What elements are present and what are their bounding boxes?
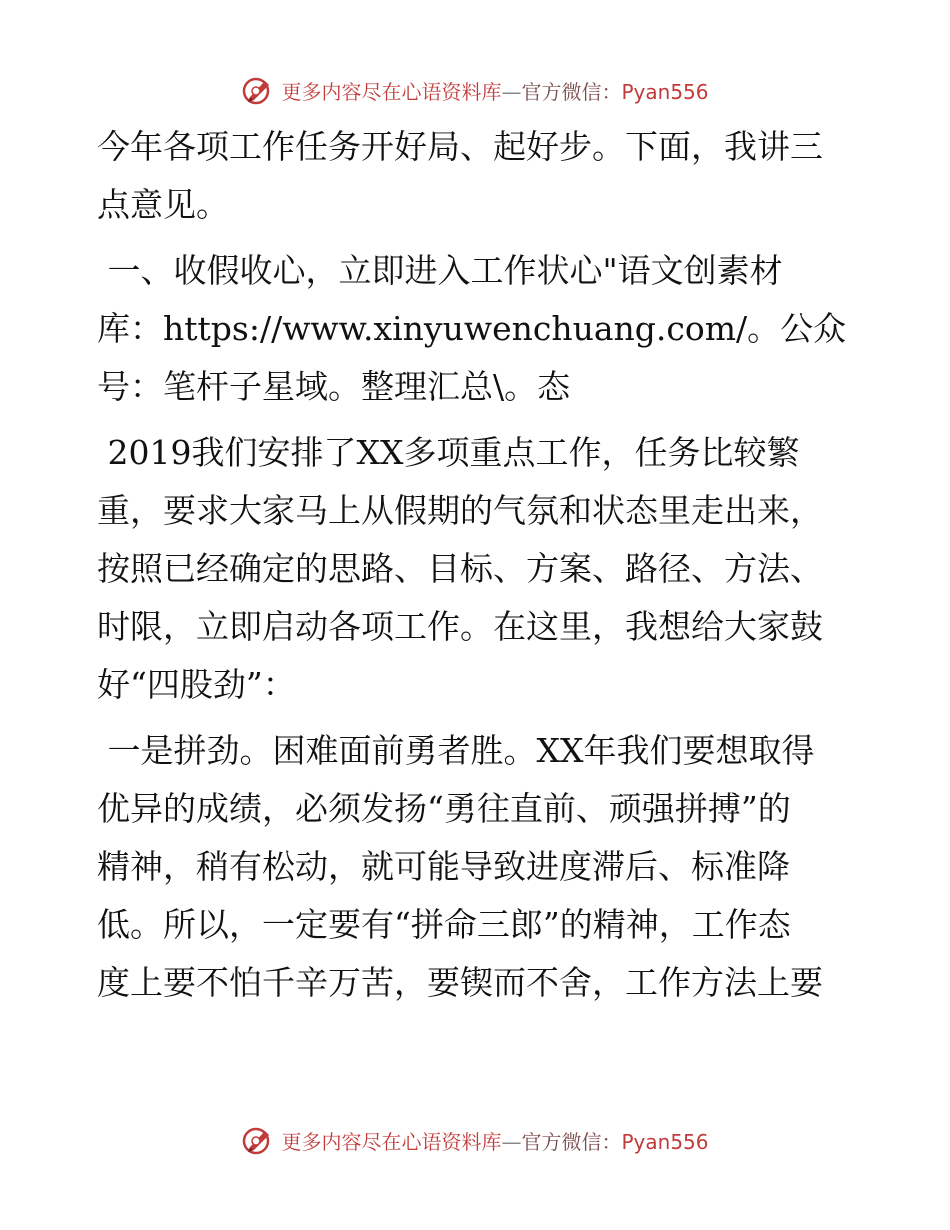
pen-logo-icon: [241, 73, 275, 107]
footer-banner: [0, 1120, 950, 1160]
pen-logo-icon: [241, 1123, 275, 1157]
paragraph-1-line-2: 点意见。: [97, 185, 229, 224]
paragraph-3-line-1: 2019我们安排了XX多项重点工作，任务比较繁: [97, 433, 800, 472]
header-banner-label: 官方微信：: [521, 79, 622, 104]
paragraph-3-line-5: 好“四股劲”：: [97, 665, 296, 704]
footer-banner-label: 官方微信：: [521, 1129, 622, 1154]
header-banner-title: 更多内容尽在心语资料库: [281, 79, 502, 104]
header-banner-text: [281, 76, 708, 105]
paragraph-1-line-1: 今年各项工作任务开好局、起好步。下面，我讲三: [97, 127, 823, 166]
paragraph-4-line-4: 低。所以，一定要有“拼命三郎”的精神，工作态: [97, 905, 791, 944]
paragraph-3-line-4: 时限，立即启动各项工作。在这里，我想给大家鼓: [97, 607, 823, 646]
paragraph-4-line-3: 精神，稍有松动，就可能导致进度滞后、标准降: [97, 847, 790, 886]
document-body: [97, 118, 857, 1012]
header-banner: [0, 70, 950, 110]
paragraph-4: [97, 722, 857, 1012]
paragraph-2-line-3: 号：笔杆子星域。整理汇总\。态: [97, 367, 571, 406]
paragraph-2-line-1: 一、收假收心，立即进入工作状心"语文创素材: [97, 251, 783, 290]
paragraph-1: [97, 118, 857, 234]
footer-banner-dash: —: [501, 1129, 522, 1154]
paragraph-4-line-5: 度上要不怕千辛万苦，要锲而不舍，工作方法上要: [97, 963, 823, 1002]
footer-banner-text: [281, 1126, 708, 1155]
paragraph-2-line-2: 库：https://www.xinyuwenchuang.com/。公众: [97, 309, 847, 348]
paragraph-3: [97, 424, 857, 714]
footer-banner-handle: Pyan556: [621, 1129, 709, 1154]
paragraph-4-line-1: 一是拼劲。困难面前勇者胜。XX年我们要想取得: [97, 731, 815, 770]
header-banner-dash: —: [501, 79, 522, 104]
paragraph-4-line-2: 优异的成绩，必须发扬“勇往直前、顽强拼搏”的: [97, 789, 791, 828]
footer-banner-title: 更多内容尽在心语资料库: [281, 1129, 502, 1154]
header-banner-handle: Pyan556: [621, 79, 709, 104]
paragraph-3-line-2: 重，要求大家马上从假期的气氛和状态里走出来，: [97, 491, 823, 530]
paragraph-2: [97, 242, 857, 416]
paragraph-3-line-3: 按照已经确定的思路、目标、方案、路径、方法、: [97, 549, 823, 588]
